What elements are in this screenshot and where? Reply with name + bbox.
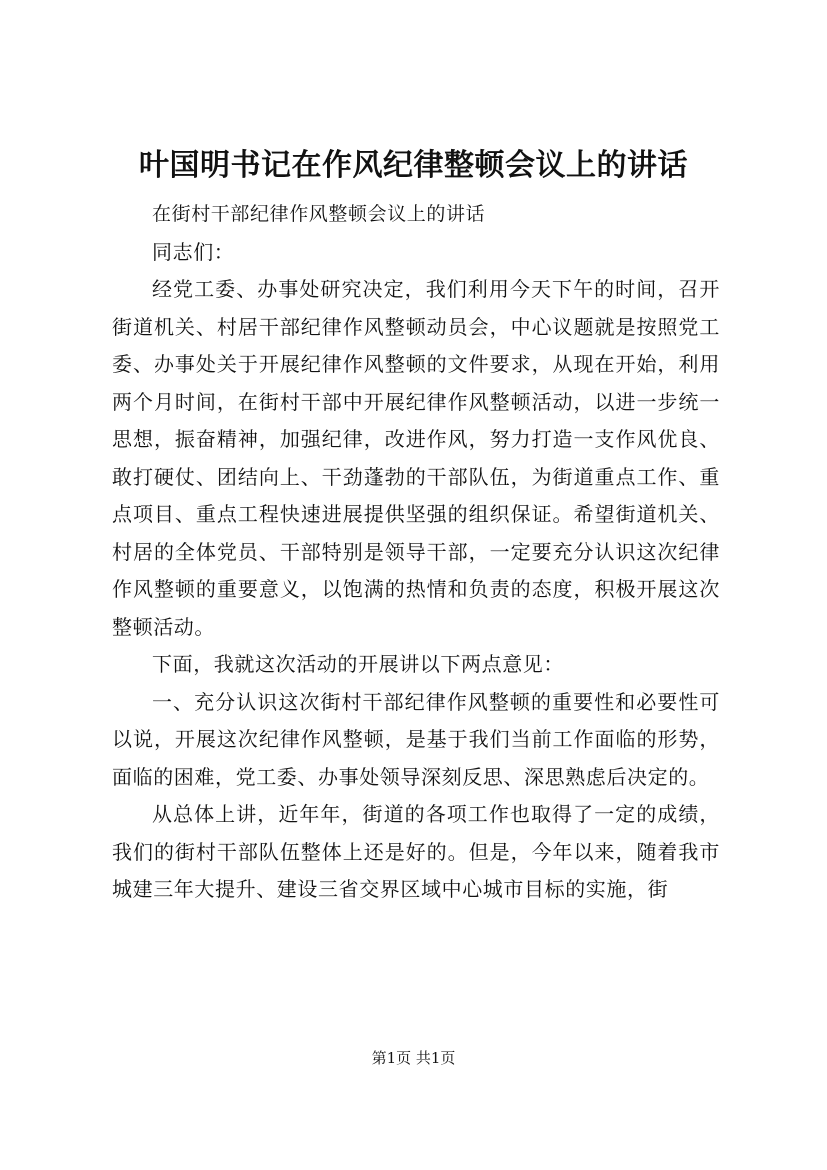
document-title: 叶国明书记在作风纪律整顿会议上的讲话 [139, 148, 688, 183]
body-paragraph: 经党工委、办事处研究决定，我们利用今天下午的时间，召开街道机关、村居干部纪律作风整顿动员会，中心议题就是按照党工委、办事处关于开展纪律作风整顿的文件要求，从现在开始，利用两个月时间，在街村干部中开展纪律作风整顿活动，以进一步统一思想，振奋精神，加强纪律，改进作风，努力打造一支作风优良、敢打硬仗、团结向上、干劲蓬勃的干部队伍，为街道重点工作、重点项目、重点工程快速进展提供坚强的组织保证。希望街道机关、村居的全体党员、干部特别是领导干部，一定要充分认识这次纪律作风整顿的重要意义，以饱满的热情和负责的态度，积极开展这次整顿活动。 [112, 277, 720, 639]
body-paragraph: 下面，我就这次活动的开展讲以下两点意见： [152, 652, 564, 676]
body-paragraph: 从总体上讲，近年年，街道的各项工作也取得了一定的成绩，我们的街村干部队伍整体上还是好的。但是，今年以来，随着我市城建三年大提升、建设三省交界区域中心城市目标的实施，街 [112, 802, 720, 901]
document-body [112, 196, 720, 909]
subtitle-paragraph: 在街村干部纪律作风整顿会议上的讲话 [152, 203, 486, 225]
page-footer: 第1页 共1页 [371, 1049, 456, 1067]
salutation-paragraph: 同志们： [152, 239, 235, 264]
section-heading-paragraph: 一、充分认识这次街村干部纪律作风整顿的重要性和必要性可以说，开展这次纪律作风整顿，是基于我们当前工作面临的形势，面临的困难，党工委、办事处领导深刻反思、深思熟虑后决定的。 [112, 689, 720, 789]
